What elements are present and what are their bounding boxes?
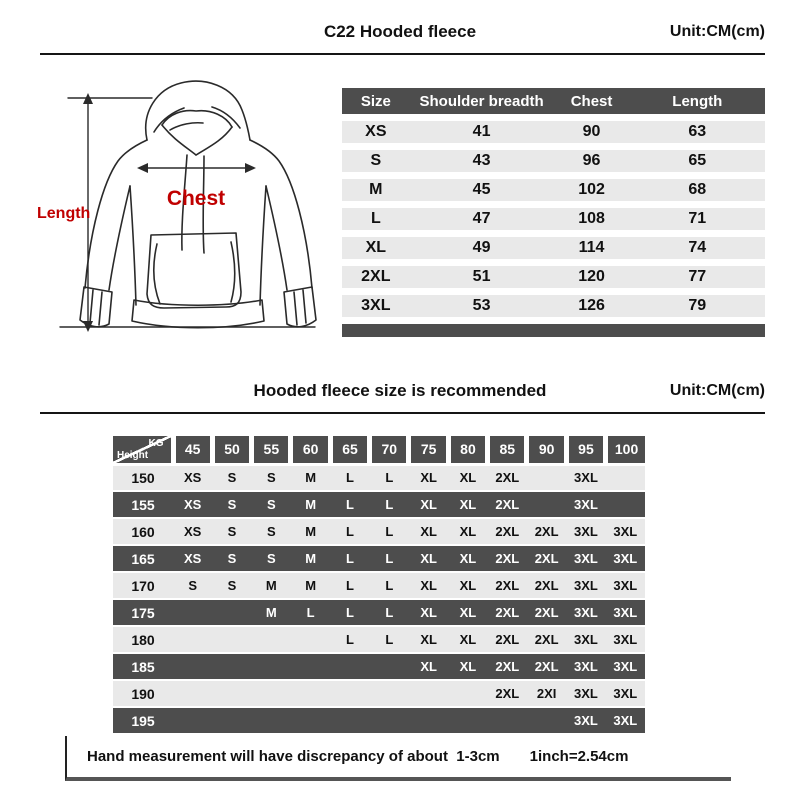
matrix-cell: XL bbox=[409, 626, 448, 653]
size-table-cell: 68 bbox=[630, 179, 765, 201]
matrix-cell: 3XL bbox=[566, 572, 605, 599]
matrix-cell: 3XL bbox=[527, 491, 645, 518]
size-table-cell: L bbox=[342, 208, 410, 230]
matrix-cell: XL bbox=[448, 572, 487, 599]
matrix-cell: M bbox=[291, 464, 330, 491]
matrix-cell: 3XL bbox=[566, 599, 605, 626]
matrix-cell: 3XL bbox=[606, 680, 645, 707]
size-table-cell: 41 bbox=[410, 121, 554, 143]
size-table-row bbox=[342, 121, 765, 143]
weight-header: 100 bbox=[606, 436, 645, 464]
size-table-row bbox=[342, 266, 765, 288]
matrix-cell: 3XL bbox=[606, 545, 645, 572]
matrix-cell bbox=[173, 626, 212, 653]
matrix-cell: S bbox=[252, 545, 291, 572]
footer-note-box bbox=[65, 736, 731, 781]
matrix-cell: 3XL bbox=[606, 518, 645, 545]
matrix-row bbox=[113, 653, 645, 680]
matrix-cell: XL bbox=[448, 464, 487, 491]
matrix-cell: M bbox=[291, 518, 330, 545]
matrix-cell: M bbox=[291, 491, 330, 518]
matrix-cell bbox=[252, 653, 291, 680]
matrix-cell: XS bbox=[173, 545, 212, 572]
matrix-cell bbox=[212, 626, 251, 653]
left-sleeve-outer bbox=[85, 140, 147, 288]
hoodie-diagram bbox=[35, 66, 335, 344]
size-table-cell: 114 bbox=[553, 237, 629, 259]
matrix-cell: 2XI bbox=[527, 680, 566, 707]
height-cell: 165 bbox=[113, 545, 173, 572]
matrix-row bbox=[113, 707, 645, 734]
matrix-cell: 2XL bbox=[488, 680, 527, 707]
right-body-side bbox=[260, 186, 266, 305]
matrix-row bbox=[113, 572, 645, 599]
matrix-cell: L bbox=[370, 491, 409, 518]
matrix-row bbox=[113, 626, 645, 653]
matrix-cell bbox=[291, 680, 330, 707]
size-table-cell: 120 bbox=[553, 266, 629, 288]
matrix-cell bbox=[173, 653, 212, 680]
chest-arrowhead-left bbox=[137, 163, 148, 173]
size-table-cell: 102 bbox=[553, 179, 629, 201]
matrix-cell bbox=[212, 707, 251, 734]
matrix-corner-cell bbox=[113, 436, 173, 464]
matrix-cell: L bbox=[291, 599, 330, 626]
matrix-cell: 3XL bbox=[566, 707, 605, 734]
matrix-cell: 3XL bbox=[606, 572, 645, 599]
page-title: C22 Hooded fleece bbox=[323, 22, 477, 41]
matrix-cell: L bbox=[370, 464, 409, 491]
weight-header: 95 bbox=[566, 436, 605, 464]
length-label: Length bbox=[37, 205, 91, 222]
matrix-cell: XL bbox=[409, 518, 448, 545]
matrix-cell: 2XL bbox=[488, 491, 527, 518]
left-body-side bbox=[130, 186, 136, 305]
matrix-cell bbox=[212, 599, 251, 626]
size-table-cell: 43 bbox=[410, 150, 554, 172]
size-table-section bbox=[342, 81, 765, 337]
matrix-cell bbox=[291, 653, 330, 680]
matrix-cell: XL bbox=[409, 464, 448, 491]
chest-label: Chest bbox=[166, 187, 226, 210]
matrix-cell bbox=[252, 680, 291, 707]
matrix-cell: L bbox=[330, 518, 369, 545]
matrix-cell: 2XL bbox=[527, 545, 566, 572]
matrix-cell bbox=[212, 680, 251, 707]
matrix-cell bbox=[173, 599, 212, 626]
corner-height-label: Height bbox=[117, 449, 149, 461]
column-header: Chest bbox=[553, 88, 629, 114]
matrix-header-row bbox=[113, 436, 645, 464]
matrix-cell: 3XL bbox=[566, 653, 605, 680]
matrix-cell: XL bbox=[409, 545, 448, 572]
height-cell: 190 bbox=[113, 680, 173, 707]
recommend-title: Hooded fleece size is recommended bbox=[253, 381, 547, 400]
size-table-cell: S bbox=[342, 150, 410, 172]
weight-header: 85 bbox=[488, 436, 527, 464]
matrix-cell: S bbox=[252, 518, 291, 545]
matrix-cell: 2XL bbox=[488, 572, 527, 599]
matrix-cell: S bbox=[212, 545, 251, 572]
matrix-cell: 3XL bbox=[606, 653, 645, 680]
size-table-cell: 63 bbox=[630, 121, 765, 143]
matrix-row bbox=[113, 464, 645, 491]
matrix-cell: XL bbox=[409, 572, 448, 599]
matrix-cell: XL bbox=[448, 491, 487, 518]
weight-header: 80 bbox=[448, 436, 487, 464]
matrix-cell bbox=[252, 707, 291, 734]
column-header: Size bbox=[342, 88, 410, 114]
height-cell: 155 bbox=[113, 491, 173, 518]
weight-header: 55 bbox=[252, 436, 291, 464]
matrix-cell: 2XL bbox=[488, 518, 527, 545]
height-cell: 150 bbox=[113, 464, 173, 491]
size-table-cell: 49 bbox=[410, 237, 554, 259]
matrix-cell bbox=[488, 707, 527, 734]
matrix-cell: 2XL bbox=[527, 626, 566, 653]
column-header: Shoulder breadth bbox=[410, 88, 554, 114]
matrix-cell: 3XL bbox=[606, 626, 645, 653]
left-cuff-rib bbox=[90, 290, 102, 325]
matrix-cell bbox=[252, 626, 291, 653]
matrix-cell bbox=[212, 653, 251, 680]
pocket-left-slit bbox=[154, 244, 160, 304]
size-table-cell: 126 bbox=[553, 295, 629, 317]
right-cuff bbox=[284, 287, 316, 327]
weight-header: 70 bbox=[370, 436, 409, 464]
size-table-cell: XS bbox=[342, 121, 410, 143]
matrix-cell: 2XL bbox=[488, 653, 527, 680]
matrix-cell: XL bbox=[448, 653, 487, 680]
matrix-cell: XL bbox=[409, 599, 448, 626]
size-table-cell: M bbox=[342, 179, 410, 201]
matrix-cell: S bbox=[212, 464, 251, 491]
recommend-table-section bbox=[113, 436, 645, 735]
matrix-cell bbox=[409, 680, 448, 707]
matrix-cell: 3XL bbox=[566, 626, 605, 653]
matrix-cell: 3XL bbox=[566, 545, 605, 572]
matrix-cell: S bbox=[212, 518, 251, 545]
size-table-row bbox=[342, 208, 765, 230]
matrix-cell bbox=[173, 707, 212, 734]
weight-header: 45 bbox=[173, 436, 212, 464]
size-table-row bbox=[342, 179, 765, 201]
matrix-cell bbox=[291, 626, 330, 653]
hood-opening-left bbox=[162, 125, 196, 155]
column-header: Length bbox=[630, 88, 765, 114]
matrix-cell: 2XL bbox=[488, 599, 527, 626]
matrix-cell: XL bbox=[448, 599, 487, 626]
matrix-cell: M bbox=[252, 599, 291, 626]
matrix-cell: XL bbox=[409, 491, 448, 518]
matrix-cell: 3XL bbox=[606, 707, 645, 734]
size-table-row bbox=[342, 150, 765, 172]
size-table-header-row bbox=[342, 88, 765, 114]
matrix-cell: L bbox=[370, 572, 409, 599]
matrix-row bbox=[113, 518, 645, 545]
matrix-cell: S bbox=[212, 491, 251, 518]
weight-header: 60 bbox=[291, 436, 330, 464]
matrix-cell: S bbox=[252, 491, 291, 518]
matrix-cell bbox=[409, 707, 448, 734]
matrix-cell: S bbox=[252, 464, 291, 491]
size-table-cell: 96 bbox=[553, 150, 629, 172]
size-table-cell: 108 bbox=[553, 208, 629, 230]
matrix-cell bbox=[448, 707, 487, 734]
matrix-cell: 2XL bbox=[527, 653, 566, 680]
size-table-cell: 47 bbox=[410, 208, 554, 230]
left-sleeve-inner bbox=[109, 186, 130, 290]
weight-header: 50 bbox=[212, 436, 251, 464]
matrix-cell: L bbox=[330, 572, 369, 599]
matrix-cell: L bbox=[370, 626, 409, 653]
right-cuff-rib bbox=[294, 290, 306, 325]
matrix-cell: L bbox=[330, 545, 369, 572]
matrix-cell: 2XL bbox=[527, 599, 566, 626]
height-cell: 185 bbox=[113, 653, 173, 680]
divider-top bbox=[40, 53, 765, 55]
size-table-end-bar bbox=[342, 324, 765, 337]
matrix-cell: XL bbox=[448, 545, 487, 572]
size-table-cell: 71 bbox=[630, 208, 765, 230]
matrix-row bbox=[113, 545, 645, 572]
matrix-cell bbox=[370, 707, 409, 734]
matrix-cell bbox=[291, 707, 330, 734]
matrix-cell: S bbox=[212, 572, 251, 599]
matrix-cell bbox=[173, 680, 212, 707]
matrix-cell: 3XL bbox=[566, 518, 605, 545]
pocket-right-slit bbox=[231, 242, 235, 302]
weight-header: 90 bbox=[527, 436, 566, 464]
unit-label-top: Unit:CM(cm) bbox=[669, 23, 765, 40]
recommend-table bbox=[113, 436, 645, 735]
measurement-note: Hand measurement will have discrepancy of about 1-3cm bbox=[87, 748, 500, 765]
matrix-cell: XS bbox=[173, 518, 212, 545]
matrix-cell: 3XL bbox=[566, 680, 605, 707]
divider-middle bbox=[40, 412, 765, 414]
matrix-cell bbox=[527, 707, 566, 734]
matrix-cell: XL bbox=[409, 653, 448, 680]
matrix-cell: XS bbox=[173, 491, 212, 518]
right-sleeve-inner bbox=[266, 186, 287, 290]
matrix-cell: XL bbox=[448, 626, 487, 653]
matrix-cell: 2XL bbox=[488, 626, 527, 653]
matrix-cell bbox=[370, 680, 409, 707]
size-table-cell: 65 bbox=[630, 150, 765, 172]
size-table-row bbox=[342, 237, 765, 259]
matrix-cell: 3XL bbox=[606, 599, 645, 626]
size-table-cell: 90 bbox=[553, 121, 629, 143]
size-table-cell: XL bbox=[342, 237, 410, 259]
matrix-cell: L bbox=[370, 518, 409, 545]
size-table-cell: 45 bbox=[410, 179, 554, 201]
size-table-cell: 2XL bbox=[342, 266, 410, 288]
matrix-cell bbox=[448, 680, 487, 707]
matrix-row bbox=[113, 599, 645, 626]
corner-kg-label: KG bbox=[148, 438, 164, 449]
height-cell: 175 bbox=[113, 599, 173, 626]
height-cell: 170 bbox=[113, 572, 173, 599]
matrix-cell: L bbox=[330, 626, 369, 653]
matrix-cell: L bbox=[330, 491, 369, 518]
matrix-cell: 2XL bbox=[527, 518, 566, 545]
size-table-cell: 53 bbox=[410, 295, 554, 317]
weight-header: 75 bbox=[409, 436, 448, 464]
matrix-cell: 2XL bbox=[527, 572, 566, 599]
hood-fold-mid bbox=[170, 123, 203, 130]
size-table-cell: 51 bbox=[410, 266, 554, 288]
unit-label-middle: Unit:CM(cm) bbox=[669, 382, 765, 399]
height-cell: 180 bbox=[113, 626, 173, 653]
left-cuff bbox=[80, 287, 112, 327]
matrix-cell bbox=[330, 707, 369, 734]
matrix-cell bbox=[330, 680, 369, 707]
matrix-cell bbox=[330, 653, 369, 680]
matrix-cell: L bbox=[370, 599, 409, 626]
size-table-row bbox=[342, 295, 765, 317]
hood-fold-right bbox=[212, 107, 240, 128]
size-table-cell: 79 bbox=[630, 295, 765, 317]
matrix-cell: S bbox=[173, 572, 212, 599]
inch-conversion: 1inch=2.54cm bbox=[529, 748, 629, 765]
matrix-cell bbox=[370, 653, 409, 680]
chest-arrowhead-right bbox=[245, 163, 256, 173]
matrix-row bbox=[113, 491, 645, 518]
hood-opening-right bbox=[196, 127, 232, 155]
size-table-cell: 74 bbox=[630, 237, 765, 259]
matrix-row bbox=[113, 680, 645, 707]
matrix-cell: L bbox=[330, 599, 369, 626]
matrix-cell: L bbox=[370, 545, 409, 572]
size-table-cell: 77 bbox=[630, 266, 765, 288]
matrix-cell: M bbox=[291, 545, 330, 572]
right-sleeve-outer bbox=[250, 140, 312, 288]
height-cell: 160 bbox=[113, 518, 173, 545]
pocket bbox=[147, 233, 241, 308]
matrix-cell: 2XL bbox=[488, 464, 527, 491]
matrix-cell: M bbox=[291, 572, 330, 599]
height-cell: 195 bbox=[113, 707, 173, 734]
matrix-cell: L bbox=[330, 464, 369, 491]
matrix-cell: XS bbox=[173, 464, 212, 491]
matrix-cell: M bbox=[252, 572, 291, 599]
matrix-cell: 2XL bbox=[488, 545, 527, 572]
weight-header: 65 bbox=[330, 436, 369, 464]
size-table-cell: 3XL bbox=[342, 295, 410, 317]
matrix-cell: 3XL bbox=[527, 464, 645, 491]
size-table bbox=[342, 81, 765, 324]
matrix-cell: XL bbox=[448, 518, 487, 545]
